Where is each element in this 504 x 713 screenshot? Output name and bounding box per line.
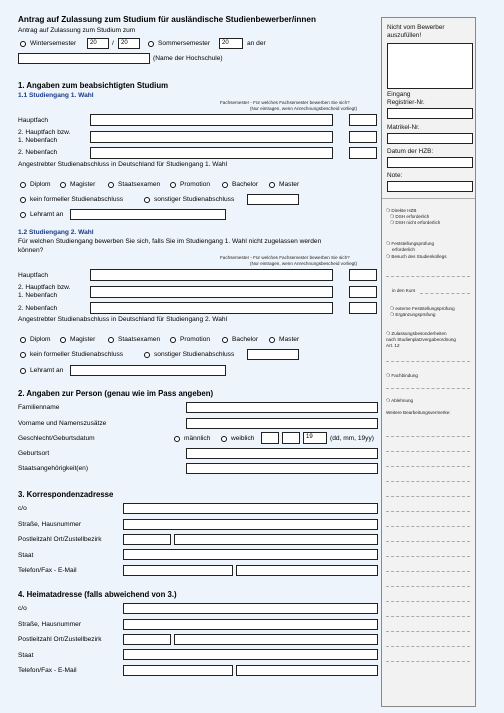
- nebenfach2-label: 2. Nebenfach: [18, 149, 58, 156]
- nebenfach1-label-b: 1. Nebenfach: [18, 292, 58, 299]
- notes-line-1: [386, 436, 470, 437]
- notes-line-16: [386, 661, 470, 662]
- s4-co-label: c/o: [18, 605, 27, 612]
- note-field[interactable]: [387, 181, 473, 192]
- s4-plz-label: Postleitzahl Ort/Zustellbezirk: [18, 636, 102, 643]
- bachelor-label-1: Bachelor: [232, 181, 259, 188]
- sidebar-dash-4: [386, 388, 470, 389]
- diplom-label-2: Diplom: [30, 336, 51, 343]
- notes-line-8: [386, 541, 470, 542]
- form-title: Antrag auf Zulassung zum Studium für ausländische Studienbewerber/innen: [18, 15, 316, 24]
- diplom-label-1: Diplom: [30, 181, 51, 188]
- s3-plz-label: Postleitzahl Ort/Zustellbezirk: [18, 536, 102, 543]
- staatsexamen-label-1: Staatsexamen: [118, 181, 161, 188]
- promotion-radio-1[interactable]: [170, 182, 176, 188]
- winter-slash: /: [112, 40, 114, 47]
- notes-line-2: [386, 451, 470, 452]
- section2-title: 2. Angaben zur Person (genau wie im Pass angeben): [18, 389, 214, 398]
- ergaenzungspruefung: ❍ Ergänzungsprüfung: [390, 312, 436, 317]
- sonstiger-radio-2[interactable]: [144, 352, 150, 358]
- magister-radio-1[interactable]: [60, 182, 66, 188]
- nebenfach2-semester-field[interactable]: [349, 147, 377, 159]
- lehramt-label-1: Lehramt an: [30, 211, 64, 218]
- winter-year1-field[interactable]: 20: [87, 38, 109, 49]
- summer-radio[interactable]: [148, 41, 154, 47]
- s3-strasse-field[interactable]: [123, 519, 378, 530]
- birth-year-field[interactable]: 19: [303, 432, 327, 444]
- staatsangehoerigkeit-label: Staatsangehörigkeit(en): [18, 465, 89, 472]
- birth-day-field[interactable]: [261, 432, 279, 444]
- datum-hzb-label: Datum der HZB:: [387, 148, 434, 155]
- lehramt-radio-1[interactable]: [20, 212, 26, 218]
- s3-telefon-field[interactable]: [123, 565, 233, 576]
- weitere-vermerke: Weitere Bearbeitungsvermerke:: [386, 410, 451, 415]
- lehramt-radio-2[interactable]: [20, 368, 26, 374]
- form-subtitle: Antrag auf Zulassung zum Studium zum: [18, 27, 136, 34]
- s3-co-field[interactable]: [123, 503, 378, 514]
- s4-telefon-field[interactable]: [123, 665, 233, 676]
- date-hint: (dd, mm, 19yy): [330, 435, 374, 442]
- s3-ort-field[interactable]: [174, 534, 378, 545]
- kein-abschluss-radio-2[interactable]: [20, 352, 26, 358]
- maennlich-radio[interactable]: [174, 436, 180, 442]
- geburtsort-label: Geburtsort: [18, 450, 50, 457]
- notes-line-11: [386, 586, 470, 587]
- weiblich-radio[interactable]: [221, 436, 227, 442]
- winter-year2-field[interactable]: 20: [118, 38, 140, 49]
- nebenfach2-label-b: 2. Nebenfach: [18, 305, 58, 312]
- hauptfach-semester-field-b[interactable]: [349, 269, 377, 281]
- winter-radio[interactable]: [20, 41, 26, 47]
- s3-strasse-label: Straße, Hausnummer: [18, 521, 82, 528]
- notes-line-9: [386, 556, 470, 557]
- notes-line-3: [386, 466, 470, 467]
- zulassungsbesonderheiten: ❍ Zulassungsbesonderheiten: [386, 331, 447, 336]
- kein-abschluss-radio-1[interactable]: [20, 197, 26, 203]
- hauptfach-label: Hauptfach: [18, 117, 49, 124]
- hauptfach-label-b: Hauptfach: [18, 272, 49, 279]
- dsh-nicht-erforderlich: ❍ DSH nicht erforderlich: [390, 220, 441, 225]
- nebenfach2-field[interactable]: [90, 147, 333, 159]
- abschluss1-label: Angestrebter Studienabschluss in Deutschland für Studiengang 1. Wahl: [18, 161, 228, 168]
- lehramt-field-1[interactable]: [70, 209, 226, 220]
- sonstiger-radio-1[interactable]: [144, 197, 150, 203]
- notes-line-7: [386, 526, 470, 527]
- notes-line-5: [386, 496, 470, 497]
- winter-label: Wintersemester: [30, 40, 77, 47]
- notes-line-12: [386, 601, 470, 602]
- s4-staat-field[interactable]: [123, 649, 378, 660]
- sonstiger-field-1[interactable]: [247, 194, 299, 205]
- master-label-2: Master: [279, 336, 300, 343]
- feststellung-erforderlich: ❍ Feststellungsprüfung: [386, 241, 435, 246]
- bachelor-radio-2[interactable]: [222, 337, 228, 343]
- staatsexamen-label-2: Staatsexamen: [118, 336, 161, 343]
- zulassungsbesonderheiten3: Art. 12: [386, 343, 400, 348]
- hochschule-label: (Name der Hochschule): [153, 55, 223, 62]
- notes-line-15: [386, 646, 470, 647]
- nebenfach1-label: 1. Nebenfach: [18, 137, 58, 144]
- sidebar-dash-3: [386, 361, 470, 362]
- hochschule-field[interactable]: [18, 53, 150, 64]
- s3-co-label: c/o: [18, 505, 27, 512]
- s4-ort-field[interactable]: [174, 634, 378, 645]
- birth-month-field[interactable]: [282, 432, 300, 444]
- hauptfach2-semester-field[interactable]: [349, 131, 377, 143]
- section3-title: 3. Korrespondenzadresse: [18, 490, 114, 499]
- section1-1-title: 1.1 Studiengang 1. Wahl: [18, 92, 94, 99]
- staatsangehoerigkeit-field[interactable]: [186, 463, 378, 474]
- s3-staat-field[interactable]: [123, 549, 378, 560]
- summer-year-field[interactable]: 20: [219, 38, 243, 49]
- abschluss2-label: Angestrebter Studienabschluss in Deutschland für Studiengang 2. Wahl: [18, 316, 228, 323]
- besuch-studienkolleg: ❍ Besuch des Studienkollegs: [386, 254, 447, 259]
- matrikel-label: Matrikel-Nr.: [387, 124, 420, 131]
- familienname-field[interactable]: [186, 402, 378, 413]
- s4-telefon-label: Telefon/Fax - E-Mail: [18, 667, 77, 674]
- notes-line-4: [386, 481, 470, 482]
- notes-line-14: [386, 631, 470, 632]
- promotion-radio-2[interactable]: [170, 337, 176, 343]
- feststellung-erforderlich2: erforderlich: [392, 247, 415, 252]
- fachsemester-note2-b: (Nur eintragen, wenn Anrechnungsbescheid vorliegt): [250, 261, 357, 266]
- ablehnung: ❍ Ablehnung: [386, 398, 414, 403]
- weiblich-label: weiblich: [231, 435, 255, 442]
- s3-email-field[interactable]: [236, 565, 378, 576]
- hauptfach2-label: 2. Hauptfach bzw.: [18, 129, 71, 136]
- hauptfach2-label-b: 2. Hauptfach bzw.: [18, 284, 71, 291]
- hauptfach2-field-b[interactable]: [90, 286, 333, 298]
- hauptfach2-semester-field-b[interactable]: [349, 286, 377, 298]
- master-radio-2[interactable]: [269, 337, 275, 343]
- s3-staat-label: Staat: [18, 552, 34, 559]
- vorname-label: Vorname und Namenszusätze: [18, 420, 107, 427]
- magister-label-2: Magister: [70, 336, 96, 343]
- magister-radio-2[interactable]: [60, 337, 66, 343]
- fachsemester-note-b: Fachsemester - Für welches Fachsemester bewerben Sie sich?: [220, 255, 350, 260]
- datum-hzb-field[interactable]: [387, 157, 473, 168]
- s4-co-field[interactable]: [123, 603, 378, 614]
- hauptfach-semester-field[interactable]: [349, 114, 377, 126]
- sidebar-dash-1: [386, 276, 470, 277]
- registrier-label: Registrier-Nr.: [387, 99, 425, 106]
- s4-strasse-field[interactable]: [123, 619, 378, 630]
- s4-staat-label: Staat: [18, 652, 34, 659]
- vorname-field[interactable]: [186, 418, 378, 429]
- dsh-erforderlich: ❍ DSH erforderlich: [390, 214, 430, 219]
- hauptfach-field-b[interactable]: [90, 269, 333, 281]
- zulassungsbesonderheiten2: nach Studienplatzvergabeordnung: [386, 337, 456, 342]
- hauptfach-field[interactable]: [90, 114, 333, 126]
- promotion-label-1: Promotion: [180, 181, 211, 188]
- lehramt-field-2[interactable]: [70, 365, 226, 376]
- externe-pruefung: ❍ externe Feststellungsprüfung: [390, 306, 455, 311]
- section4-title: 4. Heimatadresse (falls abweichend von 3.): [18, 590, 177, 599]
- promotion-label-2: Promotion: [180, 336, 211, 343]
- sidebar-divider: [382, 198, 475, 199]
- nebenfach2-semester-field-b[interactable]: [349, 302, 377, 314]
- master-radio-1[interactable]: [269, 182, 275, 188]
- sidebar-note-title: Nicht vom Bewerber auszufüllen!: [387, 24, 445, 39]
- master-label-1: Master: [279, 181, 300, 188]
- diplom-radio-1[interactable]: [20, 182, 26, 188]
- s3-plz-field[interactable]: [123, 534, 171, 545]
- office-use-sidebar: [381, 17, 476, 707]
- registrier-field[interactable]: [387, 108, 473, 119]
- sonstiger-field-2[interactable]: [247, 349, 299, 360]
- section1-title: 1. Angaben zum beabsichtigten Studium: [18, 81, 169, 90]
- section1-2-title: 1.2 Studiengang 2. Wahl: [18, 229, 94, 236]
- fachsemester-note: Fachsemester - Für welches Fachsemester bewerben Sie sich?: [220, 100, 350, 105]
- bachelor-label-2: Bachelor: [232, 336, 259, 343]
- sidebar-dash-2: [420, 293, 470, 294]
- eingang-label: Eingang: [387, 91, 411, 98]
- notes-line-10: [386, 571, 470, 572]
- in-den-kurs: in den Kurs: [392, 288, 416, 293]
- an-der-label: an der: [247, 40, 266, 47]
- direkte-hzb: ❍ Direkte HZB: [386, 208, 417, 213]
- lehramt-label-2: Lehramt an: [30, 367, 64, 374]
- bachelor-radio-1[interactable]: [222, 182, 228, 188]
- fachsemester-note2: (Nur eintragen, wenn Anrechnungsbescheid vorliegt): [250, 106, 357, 111]
- kein-abschluss-label-2: kein formeller Studienabschluss: [30, 351, 124, 358]
- sonstiger-label-2: sonstiger Studienabschluss: [154, 351, 235, 358]
- kein-abschluss-label-1: kein formeller Studienabschluss: [30, 196, 124, 203]
- wahl2-question2: können?: [18, 247, 44, 254]
- s4-plz-field[interactable]: [123, 634, 171, 645]
- sonstiger-label-1: sonstiger Studienabschluss: [154, 196, 235, 203]
- s4-strasse-label: Straße, Hausnummer: [18, 621, 82, 628]
- note-label: Note:: [387, 172, 403, 179]
- maennlich-label: männlich: [184, 435, 211, 442]
- s4-email-field[interactable]: [236, 665, 378, 676]
- staatsexamen-radio-1[interactable]: [108, 182, 114, 188]
- s3-telefon-label: Telefon/Fax - E-Mail: [18, 567, 77, 574]
- summer-label: Sommersemester: [158, 40, 211, 47]
- diplom-radio-2[interactable]: [20, 337, 26, 343]
- familienname-label: Familienname: [18, 404, 60, 411]
- fachbindung: ❍ Fachbindung: [386, 373, 418, 378]
- stamp-box[interactable]: [387, 43, 473, 89]
- nebenfach2-field-b[interactable]: [90, 302, 333, 314]
- staatsexamen-radio-2[interactable]: [108, 337, 114, 343]
- notes-line-13: [386, 616, 470, 617]
- matrikel-field[interactable]: [387, 133, 473, 144]
- geschlecht-label: Geschlecht/Geburtsdatum: [18, 435, 95, 442]
- hauptfach2-field[interactable]: [90, 131, 333, 143]
- geburtsort-field[interactable]: [186, 448, 378, 459]
- notes-line-6: [386, 511, 470, 512]
- magister-label-1: Magister: [70, 181, 96, 188]
- wahl2-question: Für welchen Studiengang bewerben Sie sich, falls Sie im Studiengang 1. Wahl nicht zugelassen werden: [18, 238, 322, 245]
